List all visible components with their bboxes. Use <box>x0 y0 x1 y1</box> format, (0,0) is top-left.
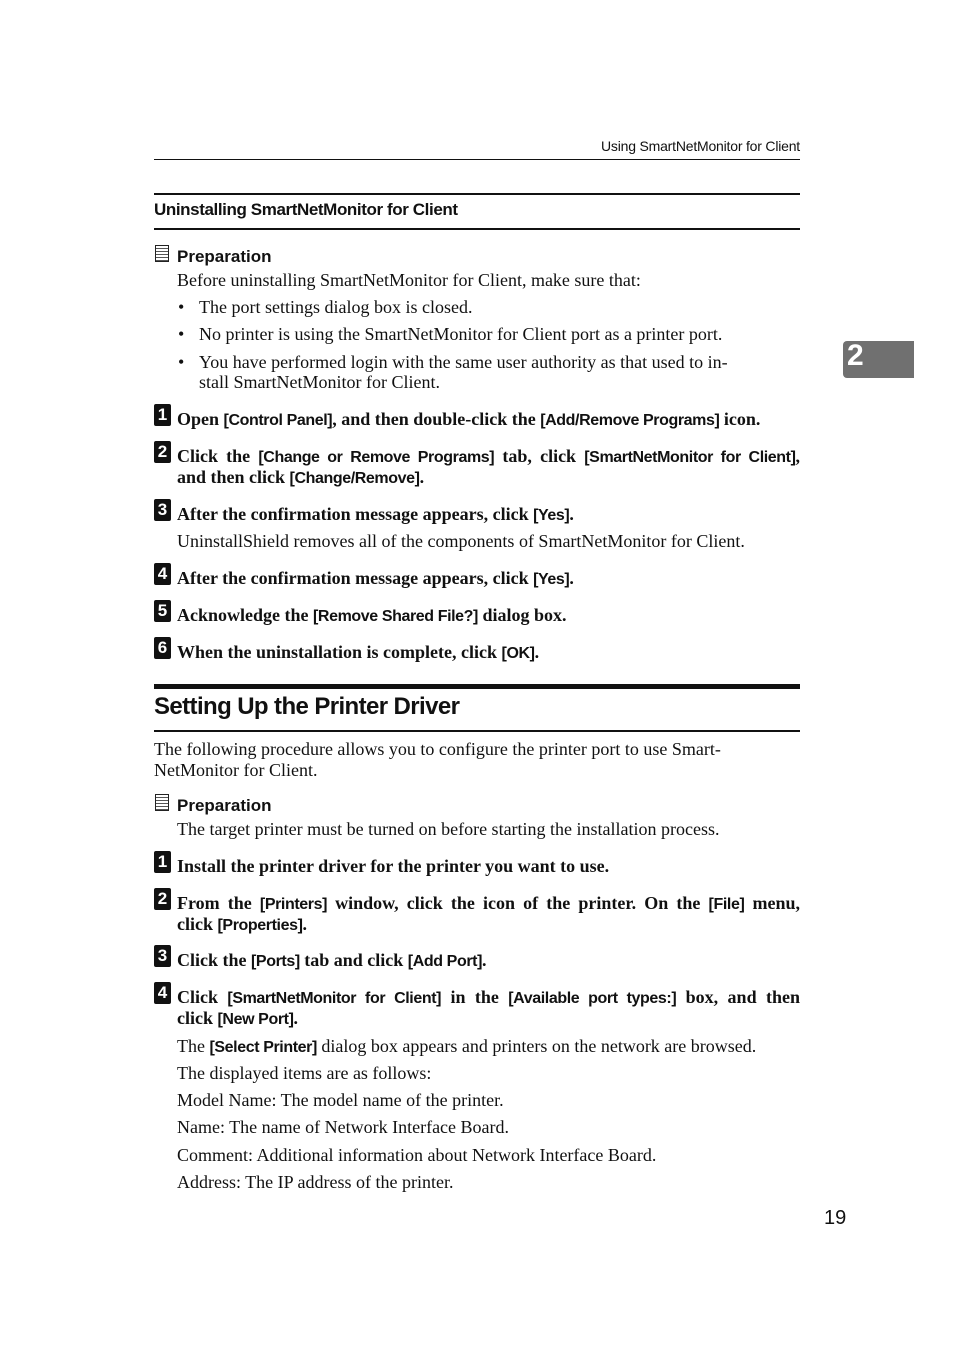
subsection-title: Uninstalling SmartNetMonitor for Client <box>154 200 458 219</box>
bullet-item-continued: stall SmartNetMonitor for Client. <box>199 372 440 392</box>
step-number: 3 <box>154 499 171 521</box>
subsection-bottom-rule <box>154 228 800 230</box>
step-number: 2 <box>154 888 171 910</box>
step-note: Address: The IP address of the printer. <box>177 1172 454 1192</box>
chapter-tab-number: 2 <box>847 339 864 372</box>
step-text: When the uninstallation is complete, click [OK]. <box>177 642 540 662</box>
notepad-icon <box>155 794 169 811</box>
step-text: Click [SmartNetMonitor for Client] in the [Available port types:] box, and then <box>177 987 800 1007</box>
step-note: The [Select Printer] dialog box appears and printers on the network are browsed. <box>177 1036 757 1056</box>
bullet-icon: • <box>178 297 185 317</box>
section-top-rule <box>154 684 800 689</box>
page-number: 19 <box>824 1207 847 1229</box>
step-number: 4 <box>154 563 171 585</box>
preparation-intro: Before uninstalling SmartNetMonitor for Client, make sure that: <box>177 270 641 290</box>
step-text: From the [Printers] window, click the icon of the printer. On the [File] menu, <box>177 893 800 913</box>
step-text-continued: and then click [Change/Remove]. <box>177 467 425 487</box>
preparation-text: The target printer must be turned on before starting the installation process. <box>177 819 720 839</box>
step-text-continued: click [New Port]. <box>177 1008 299 1028</box>
step-number: 6 <box>154 637 171 659</box>
step-note: Name: The name of Network Interface Board. <box>177 1117 510 1137</box>
step-text: After the confirmation message appears, click [Yes]. <box>177 568 574 588</box>
running-head: Using SmartNetMonitor for Client <box>601 138 800 154</box>
step-note: The displayed items are as follows: <box>177 1063 432 1083</box>
preparation-heading: Preparation <box>177 796 272 815</box>
bullet-icon: • <box>178 324 185 344</box>
step-note: UninstallShield removes all of the components of SmartNetMonitor for Client. <box>177 531 745 551</box>
step-number: 1 <box>154 404 171 426</box>
step-text: Click the [Change or Remove Programs] tab, click [SmartNetMonitor for Client], <box>177 446 801 466</box>
step-note: Comment: Additional information about Network Interface Board. <box>177 1145 657 1165</box>
step-text: Acknowledge the [Remove Shared File?] dialog box. <box>177 605 567 625</box>
bullet-item: The port settings dialog box is closed. <box>199 297 473 317</box>
step-text: Install the printer driver for the printer you want to use. <box>177 856 610 876</box>
bullet-item: No printer is using the SmartNetMonitor for Client port as a printer port. <box>199 324 723 344</box>
notepad-icon <box>155 245 169 262</box>
preparation-heading: Preparation <box>177 247 272 266</box>
step-number: 2 <box>154 441 171 463</box>
step-number: 1 <box>154 851 171 873</box>
step-number: 5 <box>154 600 171 622</box>
bullet-icon: • <box>178 352 185 372</box>
section-intro: The following procedure allows you to configure the printer port to use Smart- NetMonitor for Client. <box>154 739 721 780</box>
step-note: Model Name: The model name of the printer. <box>177 1090 504 1110</box>
step-text-continued: click [Properties]. <box>177 914 307 934</box>
step-number: 3 <box>154 945 171 967</box>
section-title: Setting Up the Printer Driver <box>154 693 460 720</box>
step-text: After the confirmation message appears, click [Yes]. <box>177 504 574 524</box>
step-text: Click the [Ports] tab and click [Add Port]. <box>177 950 487 970</box>
section-bottom-rule <box>154 730 800 732</box>
bullet-item: You have performed login with the same user authority as that used to in- <box>199 352 728 372</box>
header-rule <box>154 159 800 160</box>
step-number: 4 <box>154 982 171 1004</box>
subsection-top-rule <box>154 193 800 195</box>
step-text: Open [Control Panel], and then double-click the [Add/Remove Programs] icon. <box>177 409 761 429</box>
